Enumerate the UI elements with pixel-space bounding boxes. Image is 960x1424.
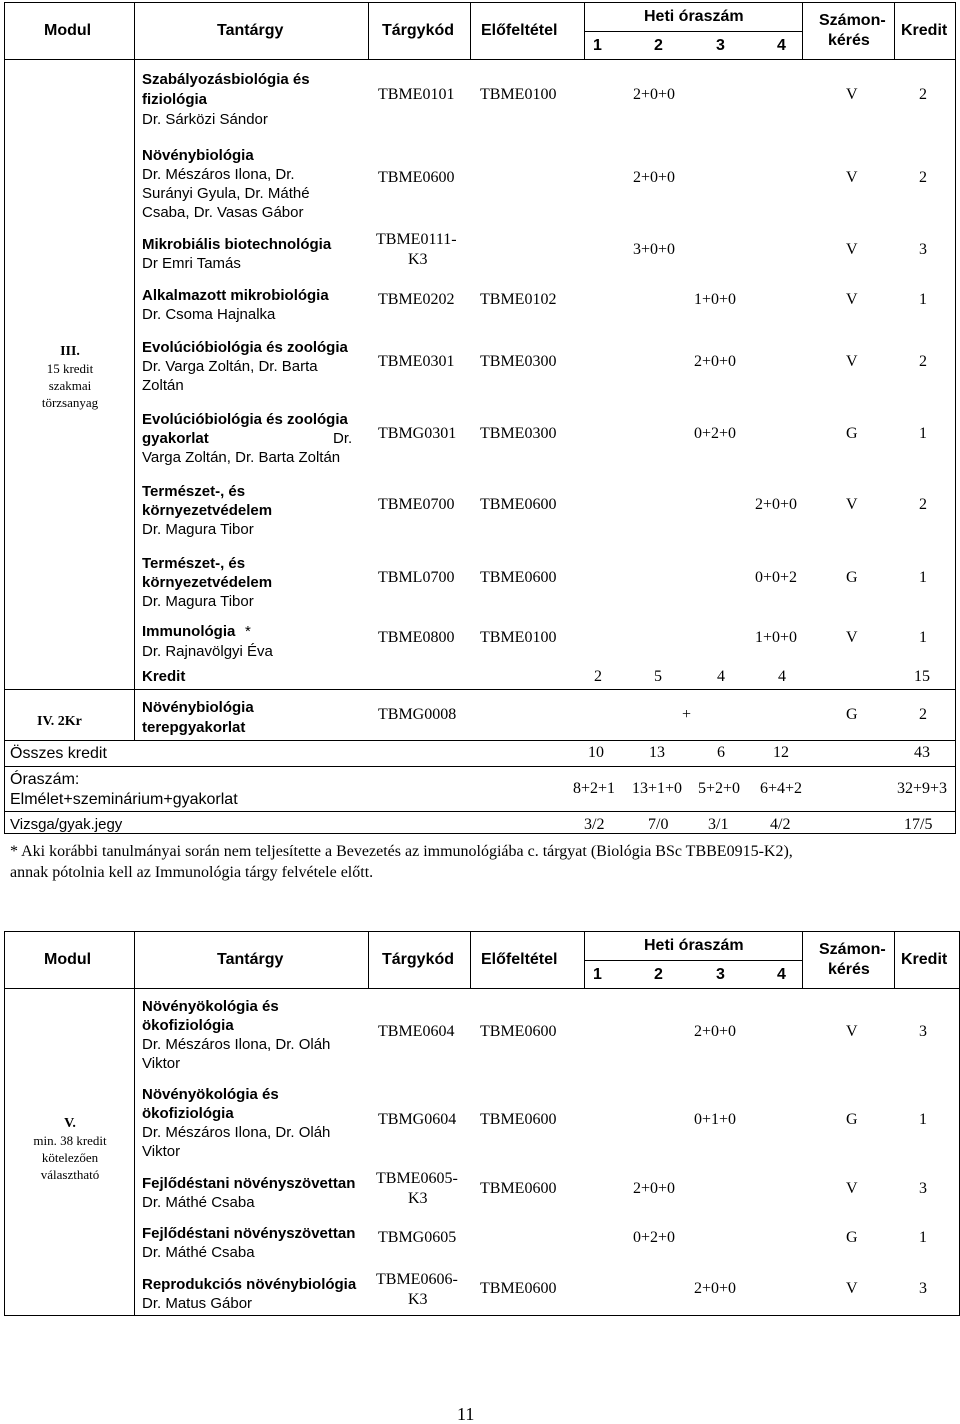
course-r7-prereq: TBME0600: [480, 569, 557, 586]
osszes-week2: 13: [649, 744, 665, 761]
course-r4-hours: 2+0+0: [694, 353, 737, 370]
t1-terep-bottom: [4, 740, 956, 741]
course-r7-code: TBML0700: [378, 569, 455, 586]
footnote-line1: * Aki korábbi tanulmányai során nem teljesítette a Bevezetés az immunológiába c. tárgyat (Biológia BSc TBBE0915-K2),: [10, 843, 793, 860]
header-week-3: 3: [716, 37, 725, 54]
course-r5-exam: G: [846, 425, 858, 442]
t2-course-r4-prereq: TBME0600: [480, 1280, 557, 1297]
module-iii: [10, 343, 130, 411]
module-v-title: V.: [64, 1116, 76, 1131]
kredit-row-week1: 2: [594, 668, 602, 685]
course-r8-name: Immunológia: [142, 623, 236, 640]
t2-col-divider-5: [802, 931, 803, 989]
osszes-week1: 10: [588, 744, 604, 761]
vizsga-week2: 7/0: [648, 816, 669, 833]
course-r8-exam: V: [846, 629, 858, 646]
course-r6-credit: 2: [919, 496, 927, 513]
course-r3-prereq: TBME0102: [480, 291, 557, 308]
course-r2-teacher: Dr Emri Tamás: [142, 255, 241, 272]
t2-header-week-1: 1: [593, 966, 602, 983]
t2-course-r1-exam: G: [846, 1111, 858, 1128]
t2-left-border: [4, 931, 5, 1315]
module-v-line3: választható: [40, 1167, 100, 1182]
course-r4-exam: V: [846, 353, 858, 370]
t2-course-r1-teacher1: Dr. Mészáros Ilona, Dr. Oláh: [142, 1124, 331, 1141]
page-number: 11: [457, 1404, 475, 1424]
course-r6-name: Természet-, és: [142, 483, 246, 500]
t2-col-divider-3: [470, 931, 471, 989]
course-r5-teacher-dr: Dr.: [333, 430, 353, 447]
t2-course-r4-name: Reprodukciós növénybiológia: [142, 1276, 357, 1293]
oraszam-week3: 5+2+0: [698, 780, 741, 797]
t2-course-r2-exam: V: [846, 1180, 858, 1197]
header-elofeltetel: Előfeltétel: [481, 22, 558, 39]
terep-hours: +: [682, 706, 692, 723]
course-r7-teacher: Dr. Magura Tibor: [142, 593, 254, 610]
header-week-4: 4: [777, 37, 786, 54]
t1-col-divider-3: [470, 2, 471, 60]
t2-header-elofeltetel: Előfeltétel: [481, 951, 558, 968]
course-r2-credit: 3: [919, 241, 927, 258]
course-r5-code: TBMG0301: [378, 425, 457, 442]
t2-course-r1-name: Növényökológia és: [142, 1086, 279, 1103]
t2-course-r3-credit: 1: [919, 1229, 927, 1246]
footnote-line2: annak pótolnia kell az Immunológia tárgy felvétele előtt.: [10, 864, 374, 881]
t1-left-border: [4, 2, 5, 833]
course-r5-prereq: TBME0300: [480, 425, 557, 442]
t2-course-r2-name: Fejlődéstani növényszövettan: [142, 1175, 356, 1192]
t2-course-r1-name2: ökofiziológia: [142, 1105, 234, 1122]
header-week-1: 1: [593, 37, 602, 54]
kredit-row-week3: 4: [717, 668, 725, 685]
course-r6-name2: környezetvédelem: [142, 502, 273, 519]
t2-course-r1-code: TBMG0604: [378, 1111, 457, 1128]
course-r3-exam: V: [846, 291, 858, 308]
t2-course-r0-teacher1: Dr. Mészáros Ilona, Dr. Oláh: [142, 1036, 331, 1053]
t2-course-r4-credit: 3: [919, 1280, 927, 1297]
t1-col-divider-2: [368, 2, 369, 60]
course-r6-prereq: TBME0600: [480, 496, 557, 513]
course-r0-code: TBME0101: [378, 86, 455, 103]
module-iii-title: III.: [60, 344, 80, 359]
course-r8-hours: 1+0+0: [755, 629, 798, 646]
module-v-line2: kötelezően: [41, 1150, 99, 1165]
header-tantargy: Tantárgy: [217, 22, 284, 39]
t2-course-r0-teacher2: Viktor: [142, 1055, 181, 1072]
course-r1-exam: V: [846, 169, 858, 186]
t2-course-r4-exam: V: [846, 1280, 858, 1297]
t2-course-r0-name2: ökofiziológia: [142, 1017, 234, 1034]
vizsga-total: 17/5: [904, 816, 933, 833]
course-r0-name2: fiziológia: [142, 91, 207, 108]
t1-osszes-bottom: [4, 766, 956, 767]
t2-header-week-3: 3: [716, 966, 725, 983]
course-r2-code2: K3: [408, 251, 428, 268]
t2-course-r1-hours: 0+1+0: [694, 1111, 737, 1128]
course-r4-prereq: TBME0300: [480, 353, 557, 370]
course-r0-exam: V: [846, 86, 858, 103]
osszes-total: 43: [914, 744, 930, 761]
course-r7-name: Természet-, és: [142, 555, 246, 572]
terep-code: TBMG0008: [378, 706, 457, 723]
course-r1-teacher1: Dr. Mészáros Ilona, Dr.: [142, 166, 295, 183]
course-r6-exam: V: [846, 496, 858, 513]
course-r7-name2: környezetvédelem: [142, 574, 273, 591]
header-szamonkeres-2: kérés: [828, 32, 870, 49]
osszes-week4: 12: [773, 744, 789, 761]
course-r4-teacher1: Dr. Varga Zoltán, Dr. Barta: [142, 358, 318, 375]
header-targykod: Tárgykód: [382, 22, 455, 39]
course-r8-credit: 1: [919, 629, 927, 646]
header-kredit: Kredit: [901, 22, 948, 39]
course-r2-hours: 3+0+0: [633, 241, 676, 258]
course-r1-teacher2: Surányi Gyula, Dr. Máthé: [142, 185, 310, 202]
course-r8-teacher: Dr. Rajnavölgyi Éva: [142, 643, 273, 660]
course-r5-teacher: Varga Zoltán, Dr. Barta Zoltán: [142, 449, 341, 466]
oraszam-total: 32+9+3: [897, 780, 948, 797]
terep-exam: G: [846, 706, 858, 723]
oraszam-week4: 6+4+2: [760, 780, 803, 797]
t2-col-divider-4: [584, 931, 585, 989]
t2-course-r1-teacher2: Viktor: [142, 1143, 181, 1160]
terep-name2: terepgyakorlat: [142, 719, 246, 736]
header-szamonkeres-1: Számon-: [819, 12, 886, 29]
t2-header-kredit: Kredit: [901, 951, 948, 968]
t2-col-divider-2: [368, 931, 369, 989]
t2-course-r4-code2: K3: [408, 1291, 428, 1308]
t2-course-r0-prereq: TBME0600: [480, 1023, 557, 1040]
vizsga-week3: 3/1: [708, 816, 729, 833]
course-r0-prereq: TBME0100: [480, 86, 557, 103]
course-r8-code: TBME0800: [378, 629, 455, 646]
t2-course-r3-name: Fejlődéstani növényszövettan: [142, 1225, 356, 1242]
module-v-line1: min. 38 kredit: [33, 1133, 107, 1148]
course-r0-credit: 2: [919, 86, 927, 103]
t1-bottom-border: [4, 833, 956, 834]
t2-col-divider-1: [134, 931, 135, 1315]
t1-top-border: [4, 2, 956, 3]
t2-course-r3-exam: G: [846, 1229, 858, 1246]
t2-course-r4-teacher: Dr. Matus Gábor: [142, 1295, 253, 1312]
course-r1-credit: 2: [919, 169, 927, 186]
t2-course-r0-hours: 2+0+0: [694, 1023, 737, 1040]
course-r7-credit: 1: [919, 569, 927, 586]
terep-name: Növénybiológia: [142, 699, 254, 716]
course-r4-code: TBME0301: [378, 353, 455, 370]
module-iii-line3: törzsanyag: [41, 395, 99, 410]
vizsga-label: Vizsga/gyak.jegy: [10, 816, 123, 833]
course-r5-name2: gyakorlat: [142, 430, 209, 447]
header-week-2: 2: [654, 37, 663, 54]
t2-header-targykod: Tárgykód: [382, 951, 455, 968]
course-r5-credit: 1: [919, 425, 927, 442]
t1-header-bottom: [4, 59, 956, 60]
course-r3-code: TBME0202: [378, 291, 455, 308]
header-modul: Modul: [44, 22, 92, 39]
t2-header-modul: Modul: [44, 951, 92, 968]
oraszam-week1: 8+2+1: [573, 780, 616, 797]
module-iii-line1: 15 kredit: [46, 361, 94, 376]
course-r8-prereq: TBME0100: [480, 629, 557, 646]
t2-col-divider-6: [894, 931, 895, 989]
course-r4-name: Evolúcióbiológia és zoológia: [142, 339, 348, 356]
t2-course-r0-credit: 3: [919, 1023, 927, 1040]
t1-col-divider-1: [134, 2, 135, 740]
course-r1-name: Növénybiológia: [142, 147, 254, 164]
t1-kredit-bottom: [4, 689, 956, 690]
vizsga-week4: 4/2: [770, 816, 791, 833]
course-r1-teacher3: Csaba, Dr. Vasas Gábor: [142, 204, 304, 221]
course-r5-name: Evolúcióbiológia és zoológia: [142, 411, 348, 428]
t1-oraszam-bottom: [4, 811, 956, 812]
course-r3-teacher: Dr. Csoma Hajnalka: [142, 306, 276, 323]
course-r4-teacher2: Zoltán: [142, 377, 184, 394]
t2-course-r1-credit: 1: [919, 1111, 927, 1128]
t2-course-r2-code1: TBME0605-: [376, 1170, 458, 1187]
osszes-week3: 6: [717, 744, 725, 761]
course-r3-credit: 1: [919, 291, 927, 308]
kredit-row-label: Kredit: [142, 668, 186, 685]
kredit-row-week2: 5: [654, 668, 662, 685]
course-r6-hours: 2+0+0: [755, 496, 798, 513]
t2-header-week-4: 4: [777, 966, 786, 983]
module-iv-title: IV. 2Kr: [37, 714, 82, 729]
t1-col-divider-6: [894, 2, 895, 60]
t2-course-r2-code2: K3: [408, 1190, 428, 1207]
t2-course-r1-prereq: TBME0600: [480, 1111, 557, 1128]
t2-header-bottom: [4, 988, 960, 989]
t2-course-r2-hours: 2+0+0: [633, 1180, 676, 1197]
t1-heti-divider: [584, 31, 802, 32]
t2-course-r2-credit: 3: [919, 1180, 927, 1197]
oraszam-label2: Elmélet+szeminárium+gyakorlat: [10, 791, 238, 808]
t2-course-r4-hours: 2+0+0: [694, 1280, 737, 1297]
t2-course-r2-prereq: TBME0600: [480, 1180, 557, 1197]
t1-right-border: [955, 2, 956, 833]
kredit-row-week4: 4: [778, 668, 786, 685]
t2-course-r3-code: TBMG0605: [378, 1229, 457, 1246]
t2-course-r0-name: Növényökológia és: [142, 998, 279, 1015]
t2-course-r2-teacher: Dr. Máthé Csaba: [142, 1194, 255, 1211]
course-r6-teacher: Dr. Magura Tibor: [142, 521, 254, 538]
course-r2-exam: V: [846, 241, 858, 258]
course-r1-hours: 2+0+0: [633, 169, 676, 186]
t2-course-r3-teacher: Dr. Máthé Csaba: [142, 1244, 255, 1261]
t2-header-szamonkeres-1: Számon-: [819, 941, 886, 958]
course-r0-hours: 2+0+0: [633, 86, 676, 103]
t2-header-tantargy: Tantárgy: [217, 951, 284, 968]
t1-col-divider-4: [584, 2, 585, 60]
t2-header-szamonkeres-2: kérés: [828, 961, 870, 978]
t1-col-divider-5: [802, 2, 803, 60]
module-v: [10, 1115, 130, 1183]
header-heti-oraszam: Heti óraszám: [644, 8, 744, 25]
course-r3-name: Alkalmazott mikrobiológia: [142, 287, 329, 304]
kredit-row-total: 15: [914, 668, 930, 685]
t2-course-r3-hours: 0+2+0: [633, 1229, 676, 1246]
t2-course-r0-code: TBME0604: [378, 1023, 455, 1040]
osszes-label: Összes kredit: [10, 745, 107, 762]
oraszam-week2: 13+1+0: [632, 780, 683, 797]
course-r3-hours: 1+0+0: [694, 291, 737, 308]
course-r0-name: Szabályozásbiológia és: [142, 71, 310, 88]
t2-header-heti-oraszam: Heti óraszám: [644, 937, 744, 954]
t2-header-week-2: 2: [654, 966, 663, 983]
module-iii-line2: szakmai: [48, 378, 92, 393]
terep-credit: 2: [919, 706, 927, 723]
vizsga-week1: 3/2: [584, 816, 605, 833]
t2-top-border: [4, 931, 960, 932]
t2-bottom-border: [4, 1315, 960, 1316]
course-r8-footnote-mark: *: [245, 623, 251, 640]
course-r7-hours: 0+0+2: [755, 569, 798, 586]
course-r7-exam: G: [846, 569, 858, 586]
oraszam-label1: Óraszám:: [10, 771, 80, 788]
course-r6-code: TBME0700: [378, 496, 455, 513]
course-r4-credit: 2: [919, 353, 927, 370]
course-r0-teacher: Dr. Sárközi Sándor: [142, 111, 268, 128]
t2-course-r0-exam: V: [846, 1023, 858, 1040]
t2-heti-divider: [584, 960, 802, 961]
course-r5-hours: 0+2+0: [694, 425, 737, 442]
course-r2-code1: TBME0111-: [376, 231, 457, 248]
t2-course-r4-code1: TBME0606-: [376, 1271, 458, 1288]
course-r1-code: TBME0600: [378, 169, 455, 186]
course-r2-name: Mikrobiális biotechnológia: [142, 236, 332, 253]
